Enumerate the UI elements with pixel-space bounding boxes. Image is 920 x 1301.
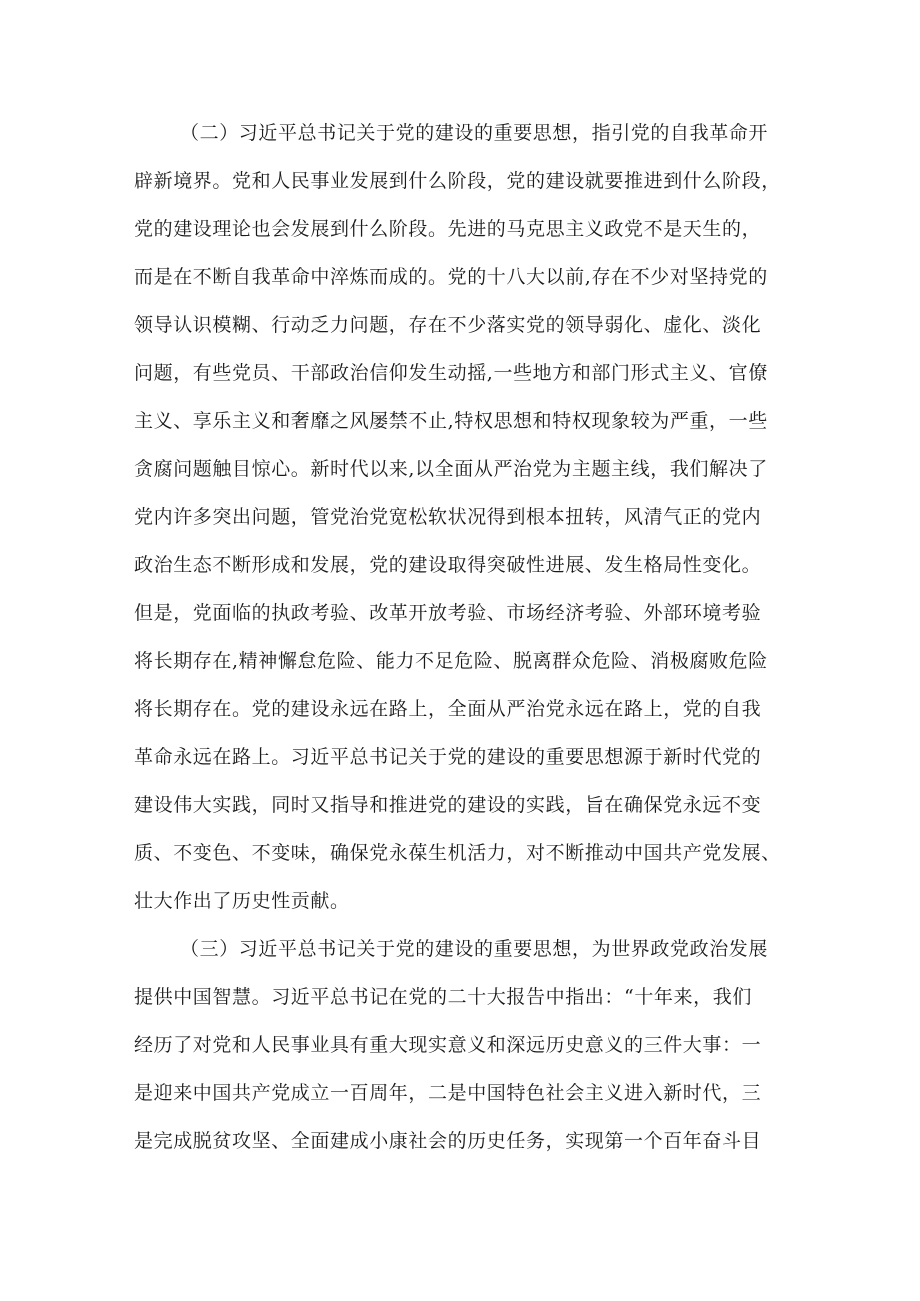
paragraph-2-line-17: 壮大作出了历史性贡献。 bbox=[134, 890, 350, 912]
paragraph-2-line-1: （二）习近平总书记关于党的建设的重要思想，指引党的自我革命开 bbox=[180, 122, 769, 144]
paragraph-2-line-9: 党内许多突出问题，管党治党宽松软状况得到根本扭转，风清气正的党内 bbox=[134, 506, 762, 528]
paragraph-2-line-13: 将长期存在。党的建设永远在路上，全面从严治党永远在路上，党的自我 bbox=[134, 698, 762, 720]
paragraph-2-line-7: 主义、享乐主义和奢靡之风屡禁不止,特权思想和特权现象较为严重，一些 bbox=[134, 410, 768, 432]
paragraph-2-line-8: 贪腐问题触目惊心。新时代以来,以全面从严治党为主题主线，我们解决了 bbox=[134, 458, 768, 480]
paragraph-2-line-15: 建设伟大实践，同时又指导和推进党的建设的实践，旨在确保党永远不变 bbox=[134, 794, 762, 816]
paragraph-2-line-2: 辟新境界。党和人民事业发展到什么阶段，党的建设就要推进到什么阶段， bbox=[134, 170, 781, 192]
paragraph-2-line-16: 质、不变色、不变味，确保党永葆生机活力，对不断推动中国共产党发展、 bbox=[134, 842, 781, 864]
paragraph-2-line-11: 但是，党面临的执政考验、改革开放考验、市场经济考验、外部环境考验 bbox=[134, 602, 762, 624]
paragraph-3-line-5: 是完成脱贫攻坚、全面建成小康社会的历史任务，实现第一个百年奋斗目 bbox=[134, 1130, 762, 1152]
paragraph-3-line-2: 提供中国智慧。习近平总书记在党的二十大报告中指出：“十年来，我们 bbox=[134, 986, 752, 1008]
paragraph-2-line-12: 将长期存在,精神懈怠危险、能力不足危险、脱离群众危险、消极腐败危险 bbox=[134, 650, 768, 672]
paragraph-2-line-3: 党的建设理论也会发展到什么阶段。先进的马克思主义政党不是天生的， bbox=[134, 218, 762, 240]
paragraph-3-line-4: 是迎来中国共产党成立一百周年，二是中国特色社会主义进入新时代，三 bbox=[134, 1082, 762, 1104]
paragraph-2-line-10: 政治生态不断形成和发展，党的建设取得突破性进展、发生格局性变化。 bbox=[134, 554, 762, 576]
paragraph-3-line-1: （三）习近平总书记关于党的建设的重要思想，为世界政党政治发展 bbox=[180, 938, 769, 960]
paragraph-2-line-14: 革命永远在路上。习近平总书记关于党的建设的重要思想源于新时代党的 bbox=[134, 746, 762, 768]
paragraph-2-line-5: 领导认识模糊、行动乏力问题，存在不少落实党的领导弱化、虚化、淡化 bbox=[134, 314, 762, 336]
paragraph-2-line-4: 而是在不断自我革命中淬炼而成的。党的十八大以前,存在不少对坚持党的 bbox=[134, 266, 768, 288]
paragraph-2-line-6: 问题，有些党员、干部政治信仰发生动摇,一些地方和部门形式主义、官僚 bbox=[134, 362, 768, 384]
paragraph-3-line-3: 经历了对党和人民事业具有重大现实意义和深远历史意义的三件大事：一 bbox=[134, 1034, 762, 1056]
